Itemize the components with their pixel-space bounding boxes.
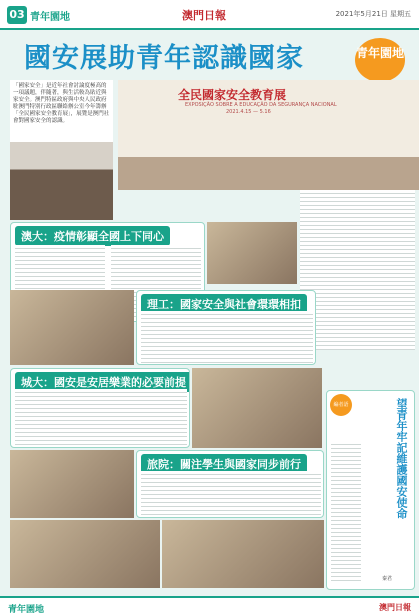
lead-paragraph: 「國家安全」是近年社會討論度極高的一項議題，伴隨著，與生活較為貼近與家安全。澳門特區政府與中央人民政府駐澳門特別行政區聯絡辦公室今年籌辦「全民國家安全教育展」，展覽是澳門社會對國家安全的認識。 bbox=[10, 80, 113, 220]
section-photo bbox=[162, 520, 324, 588]
page-footer bbox=[0, 596, 419, 616]
page-headline: 國安展助青年認識國家 bbox=[24, 43, 304, 74]
exhibition-title: 全民國家安全教育展 bbox=[178, 88, 287, 102]
article-text bbox=[141, 471, 321, 515]
section-card-iftm bbox=[136, 450, 324, 518]
section-title: 澳大：疫情彰顯全國上下同心 bbox=[15, 226, 170, 246]
column-tag: 編者語 bbox=[330, 394, 352, 416]
section-title: 城大：國安是安居樂業的必要前提 bbox=[15, 372, 190, 392]
article-text bbox=[15, 389, 187, 445]
section-photo bbox=[10, 450, 134, 518]
section-name: 青年園地 bbox=[30, 12, 70, 23]
section-number: 03 bbox=[7, 6, 27, 24]
section-card-ipm bbox=[136, 290, 316, 365]
column-text bbox=[331, 441, 361, 581]
column-title: 望青年牢記維護國安使命 bbox=[395, 398, 408, 519]
section-card-cityu bbox=[10, 368, 190, 448]
section-photo bbox=[10, 290, 134, 365]
exhibition-dates: 2021.4.15 — 5.16 bbox=[226, 109, 271, 115]
exhibition-subtitle: EXPOSIÇÃO SOBRE A EDUCAÇÃO DA SEGURANÇA NACIONAL bbox=[185, 102, 337, 108]
ceremony-photo bbox=[10, 142, 113, 220]
section-title: 理工：國家安全與社會環環相扣 bbox=[141, 294, 307, 314]
column-author: 秦君 bbox=[382, 576, 393, 582]
side-column-text bbox=[300, 190, 415, 350]
section-photo bbox=[10, 520, 160, 588]
section-badge: 青年園地 bbox=[355, 38, 405, 82]
footer-section-name: 青年園地 bbox=[8, 605, 45, 615]
footer-logo: 澳門日報 bbox=[379, 603, 411, 612]
section-photo bbox=[207, 222, 297, 284]
issue-date: 2021年5月21日 星期五 bbox=[335, 10, 411, 18]
page-header bbox=[0, 0, 419, 30]
article-text bbox=[141, 311, 313, 363]
section-title: 旅院：關注學生與國家同步前行 bbox=[141, 454, 307, 474]
masthead-logo: 澳門日報 bbox=[182, 9, 226, 22]
section-photo bbox=[192, 368, 322, 448]
